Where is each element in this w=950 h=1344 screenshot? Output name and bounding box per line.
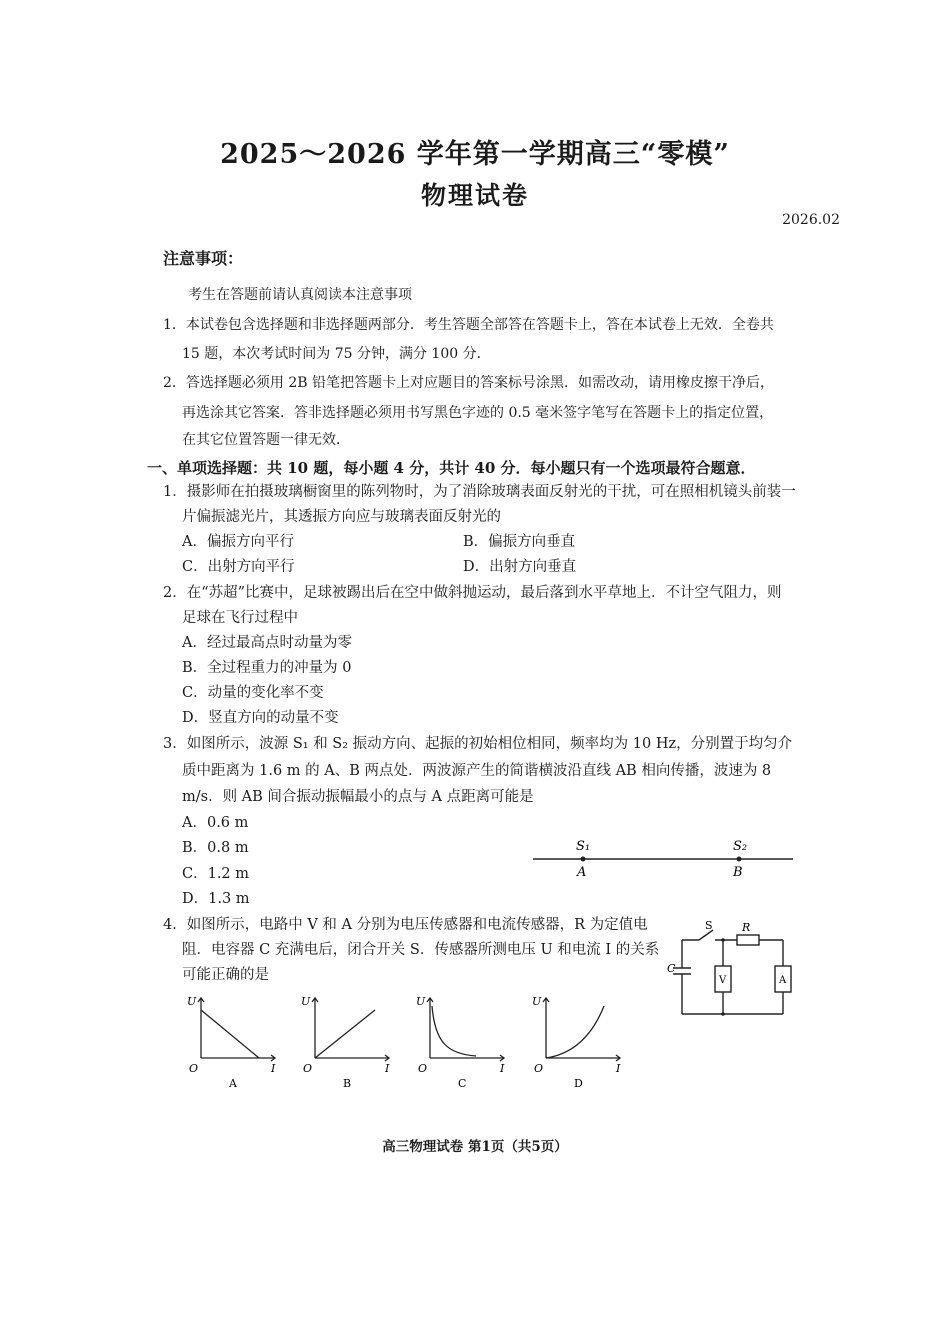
graph-a-i-label: I [271,1062,276,1075]
graph-b-caption: B [343,1077,352,1090]
q2-option-d: D．竖直方向的动量不变 [182,710,339,726]
graph-c-caption: C [458,1077,467,1090]
q3-stem-line3: m/s．则 AB 间合振动振幅最小的点与 A 点距离可能是 [182,789,534,805]
circuit-label-a: A [779,975,787,986]
q4-graph-c [412,992,512,1092]
q3-stem-line2: 质中距离为 1.6 m 的 A、B 两点处．两波源产生的简谐横波沿直线 AB 相向传播，波速为 8 [182,763,772,779]
notice-item2-line2: 再选涂其它答案．答非选择题必须用书写黑色字迹的 0.5 毫米签字笔写在答题卡上的指定位置， [182,405,774,421]
q3-option-a: A．0.6 m [182,815,249,831]
graph-c-origin: O [418,1062,428,1075]
circuit-label-r: R [742,921,751,934]
label-b: B [733,865,743,880]
q4-graph-d [528,992,628,1092]
notice-intro: 考生在答题前请认真阅读本注意事项 [188,287,412,303]
q3-wave-figure [530,835,800,885]
q4-graph-b [297,992,397,1092]
q3-option-b: B．0.8 m [182,840,249,856]
q3-stem-line1: 3．如图所示，波源 S₁ 和 S₂ 振动方向、起振的初始相位相同，频率均为 10 Hz，分别置于均匀介 [163,736,793,752]
q2-option-a: A．经过最高点时动量为零 [182,635,352,651]
exam-date: 2026.02 [782,212,840,228]
q4-circuit-diagram [665,918,805,1028]
q1-stem-line1: 1．摄影师在拍摄玻璃橱窗里的陈列物时，为了消除玻璃表面反射光的干扰，可在照相机镜头前装一 [163,484,796,500]
q1-option-a: A．偏振方向平行 [182,534,294,550]
graph-d-i-label: I [616,1062,621,1075]
graph-d-u-label: U [532,995,542,1008]
graph-b-i-label: I [385,1062,390,1075]
notice-item1-line1: 1．本试卷包含选择题和非选择题两部分．考生答题全部答在答题卡上，答在本试卷上无效．全卷共 [163,317,774,333]
graph-c-u-label: U [416,995,426,1008]
circuit-label-v: V [719,975,727,986]
q4-graph-a [183,992,283,1092]
graph-a-origin: O [189,1062,199,1075]
graph-a-u-label: U [187,995,197,1008]
exam-title: 2025～2026 学年第一学期高三“零模” [220,139,730,170]
label-s2: S₂ [733,839,748,854]
graph-a-caption: A [229,1077,237,1090]
q1-stem-line2: 片偏振滤光片，其透振方向应与玻璃表面反射光的 [182,509,501,525]
point-b [737,857,742,862]
label-a: A [577,865,587,880]
label-s1: S₁ [576,839,591,854]
page-footer: 高三物理试卷 第1页（共5页） [382,1139,568,1155]
circuit-label-s: S [705,919,713,932]
graph-d-caption: D [574,1077,583,1090]
notice-item2-line1: 2．答选择题必须用 2B 铅笔把答题卡上对应题目的答案标号涂黑．如需改动，请用橡皮擦干净后， [163,375,775,391]
notice-item1-line2: 15 题，本次考试时间为 75 分钟，满分 100 分． [182,346,491,362]
q2-stem-line2: 足球在飞行过程中 [182,610,298,626]
graph-b-u-label: U [301,995,311,1008]
point-a [581,857,586,862]
q1-option-b: B．偏振方向垂直 [463,534,576,550]
graph-d-origin: O [534,1062,544,1075]
q2-option-c: C．动量的变化率不变 [182,685,324,701]
graph-c-i-label: I [500,1062,505,1075]
q4-stem-line2: 阻．电容器 C 充满电后，闭合开关 S．传感器所测电压 U 和电流 I 的关系 [182,942,660,958]
graph-b-origin: O [303,1062,313,1075]
notice-heading: 注意事项： [163,249,244,268]
q4-stem-line1: 4．如图所示，电路中 V 和 A 分别为电压传感器和电流传感器，R 为定值电 [163,917,648,933]
q2-option-b: B．全过程重力的冲量为 0 [182,660,352,676]
q1-option-c: C．出射方向平行 [182,559,295,575]
q3-option-d: D．1.3 m [182,891,250,907]
q3-option-c: C．1.2 m [182,866,250,882]
q2-stem-line1: 2．在“苏超”比赛中，足球被踢出后在空中做斜抛运动，最后落到水平草地上．不计空气阻力，则 [163,585,782,601]
circuit-label-c: C [667,962,676,975]
q4-stem-line3: 可能正确的是 [182,967,269,983]
q1-option-d: D．出射方向垂直 [463,559,577,575]
notice-item2-line3: 在其它位置答题一律无效． [182,432,350,448]
section-heading: 一、单项选择题：共 10 题，每小题 4 分，共计 40 分．每小题只有一个选项最符合题意． [147,459,756,477]
exam-subtitle: 物理试卷 [420,181,529,210]
